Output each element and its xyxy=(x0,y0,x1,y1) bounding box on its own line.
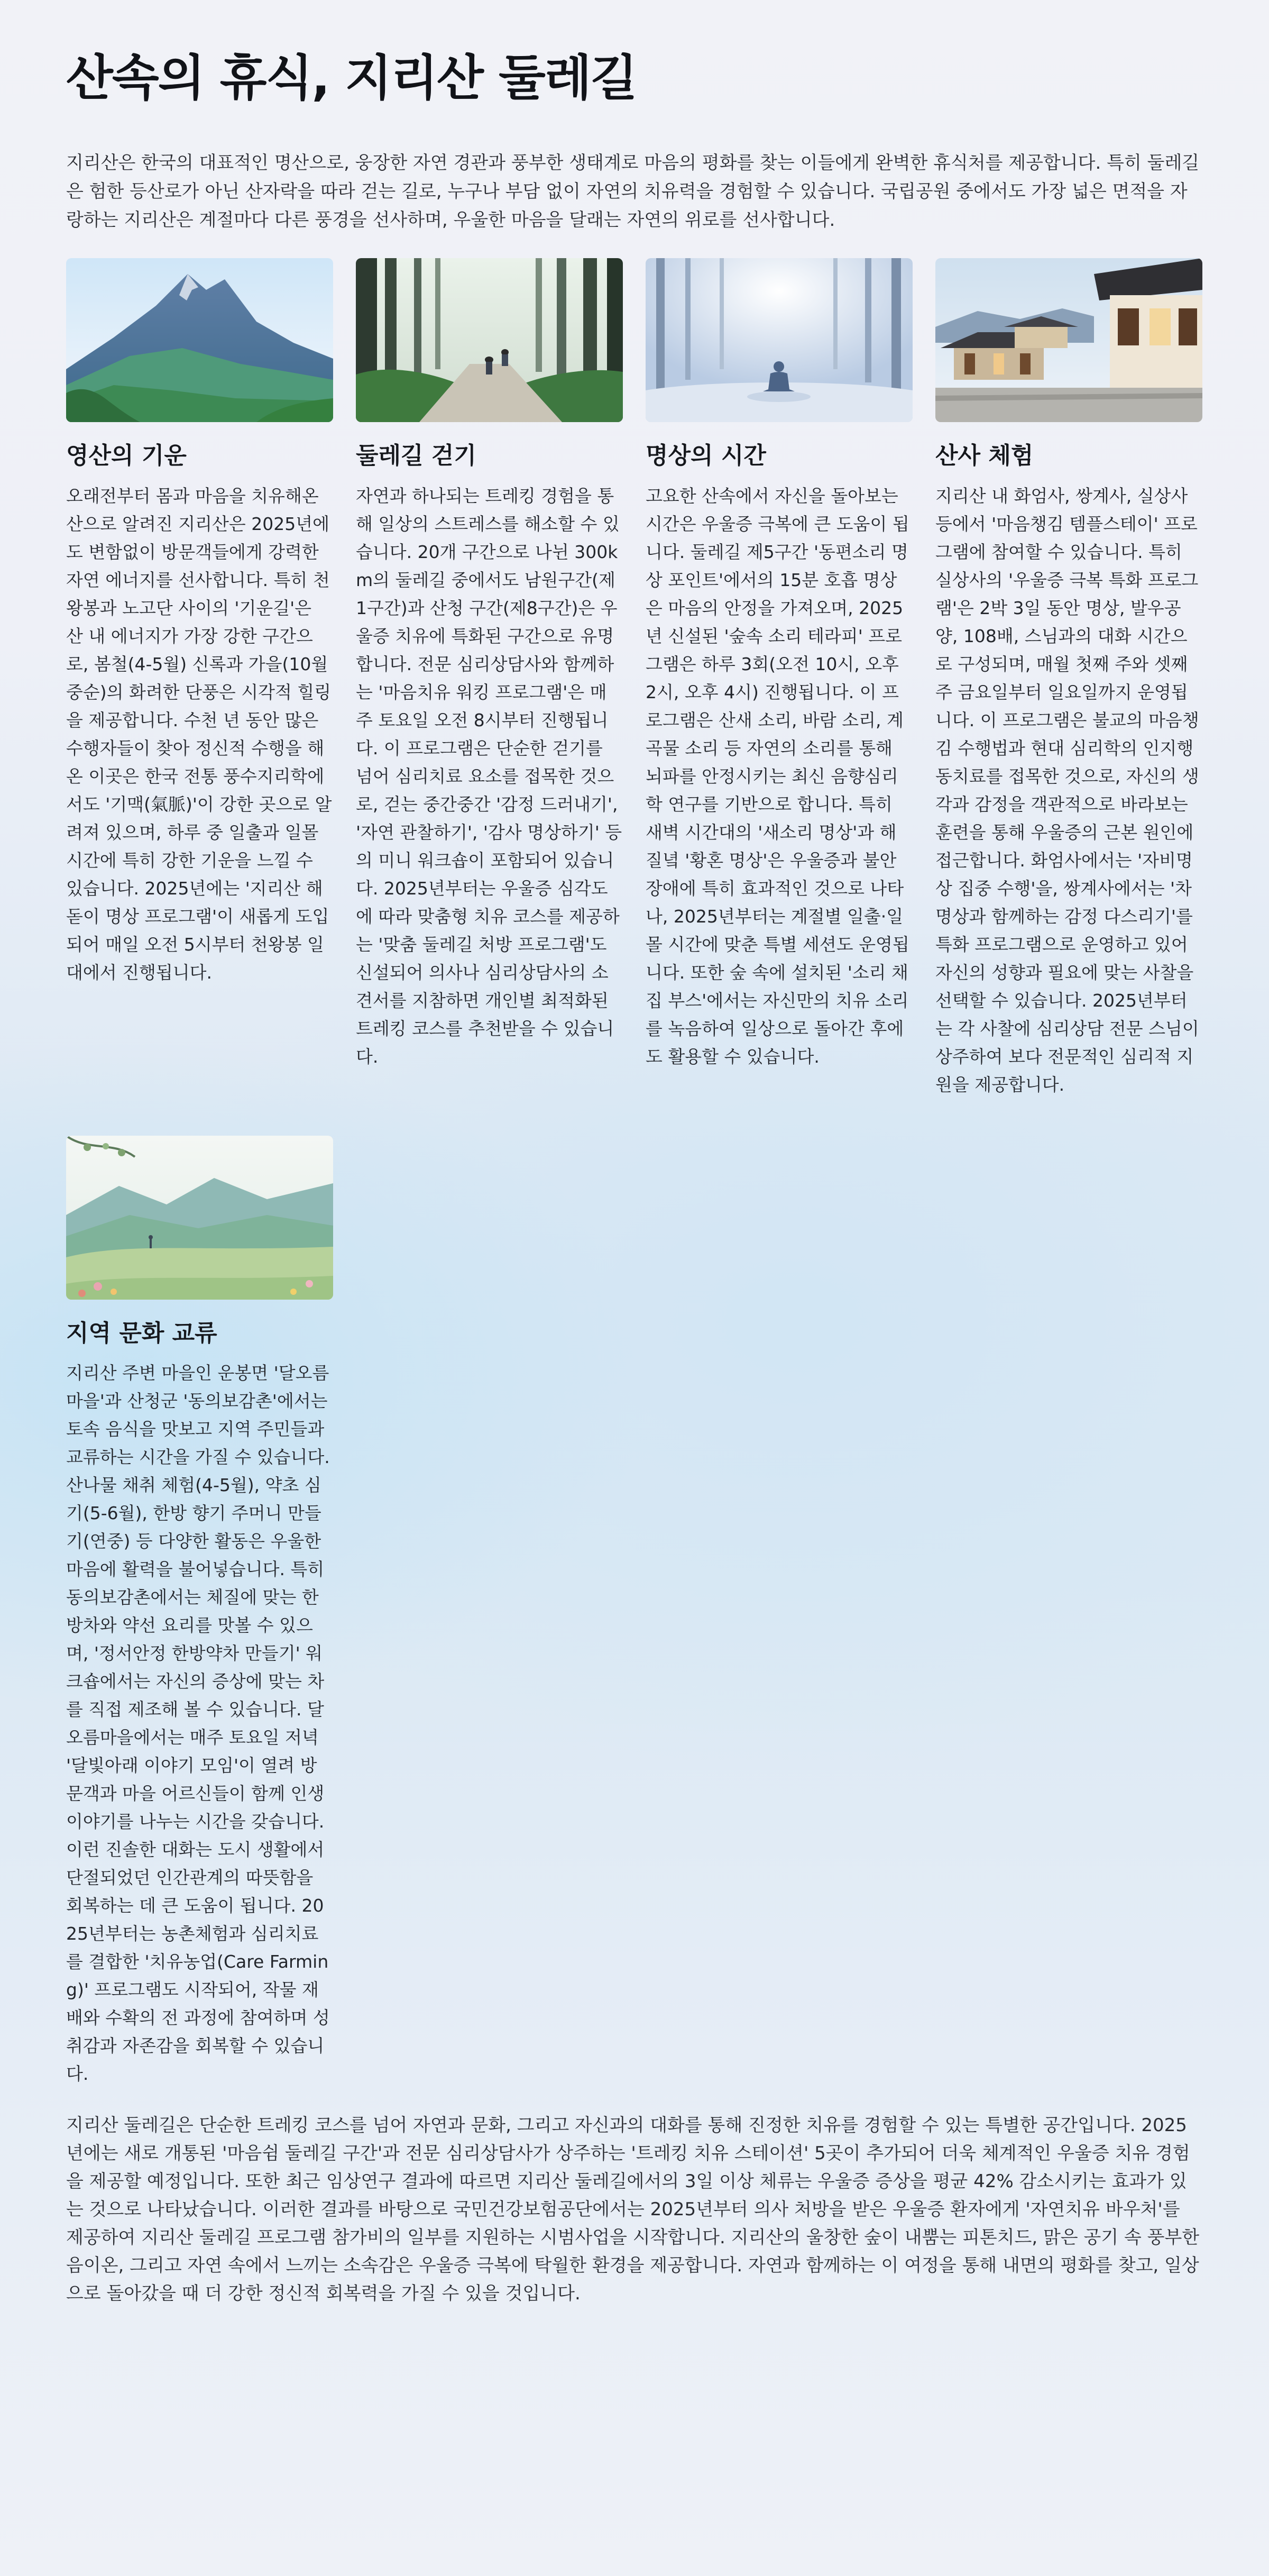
village-meadow-image xyxy=(66,1136,333,1300)
card-body: 오래전부터 몸과 마음을 치유해온 산으로 알려진 지리산은 2025년에도 변함없이 방문객들에게 강력한 자연 에너지를 선사합니다. 특히 천왕봉과 노고단 사이의 '기운길'은 산 내 에너지가 가장 강한 구간으로, 봄철(4-5월) 신록과 가을(10월 중순)의 화려한 단풍은 시각적 힐링을 제공합니다. 수천 년 동안 많은 수행자들이 찾아 정신적 수행을 해온 이곳은 한국 전통 풍수지리학에서도 '기맥(氣脈)'이 강한 곳으로 알려져 있으며, 하루 중 일출과 일몰 시간에 특히 강한 기운을 느낄 수 있습니다. 2025년에는 '지리산 해돋이 명상 프로그램'이 새롭게 도입되어 매일 오전 5시부터 천왕봉 일대에서 진행됩니다. xyxy=(66,485,332,983)
card-title: 지역 문화 교류 xyxy=(66,1319,217,1347)
card-trail-walking xyxy=(356,258,623,1099)
card-title: 명상의 시간 xyxy=(646,442,766,469)
feature-grid xyxy=(66,258,1203,2088)
mountain-peak-image xyxy=(66,258,333,422)
card-body: 지리산 내 화엄사, 쌍계사, 실상사 등에서 '마음챙김 템플스테이' 프로그램에 참여할 수 있습니다. 특히 실상사의 '우울증 극복 특화 프로그램'은 2박 3일 동안 명상, 발우공양, 108배, 스님과의 대화 시간으로 구성되며, 매월 첫째 주와 셋째 주 금요일부터 일요일까지 운영됩니다. 이 프로그램은 불교의 마음챙김 수행법과 현대 심리학의 인지행동치료를 접목한 것으로, 자신의 생각과 감정을 객관적으로 바라보는 훈련을 통해 우울증의 근본 원인에 접근합니다. 화엄사에서는 '자비명상 집중 수행'을, 쌍계사에서는 '차 명상과 함께하는 감정 다스리기'를 특화 프로그램으로 운영하고 있어 자신의 성향과 필요에 맞는 사찰을 선택할 수 있습니다. 2025년부터는 각 사찰에 심리상담 전문 스님이 상주하여 보다 전문적인 심리적 지원을 제공합니다. xyxy=(935,485,1199,1095)
meditation-forest-image xyxy=(646,258,913,422)
card-body: 지리산 주변 마을인 운봉면 '달오름마을'과 산청군 '동의보감촌'에서는 토속 음식을 맛보고 지역 주민들과 교류하는 시간을 가질 수 있습니다. 산나물 채취 체험(4-5월), 약초 심기(5-6월), 한방 향기 주머니 만들기(연중) 등 다양한 활동은 우울한 마음에 활력을 불어넣습니다. 특히 동의보감촌에서는 체질에 맞는 한방차와 약선 요리를 맛볼 수 있으며, '정서안정 한방약차 만들기' 워크숍에서는 자신의 증상에 맞는 차를 직접 제조해 볼 수 있습니다. 달오름마을에서는 매주 토요일 저녁 '달빛아래 이야기 모임'이 열려 방문객과 마을 어르신들이 함께 인생 이야기를 나누는 시간을 갖습니다. 이런 진솔한 대화는 도시 생활에서 단절되었던 인간관계의 따뜻함을 회복하는 데 큰 도움이 됩니다. 2025년부터는 농촌체험과 심리치료를 결합한 '치유농업(Care Farming)' 프로그램도 시작되어, 작물 재배와 수확의 전 과정에 참여하며 성취감과 자존감을 회복할 수 있습니다. xyxy=(66,1363,330,2085)
forest-trail-image xyxy=(356,258,623,422)
card-local-culture xyxy=(66,1136,333,2088)
card-meditation xyxy=(646,258,913,1099)
temple-image xyxy=(935,258,1202,422)
card-body: 자연과 하나되는 트레킹 경험을 통해 일상의 스트레스를 해소할 수 있습니다. 20개 구간으로 나뉜 300km의 둘레길 중에서도 남원구간(제1구간)과 산청 구간(제8구간)은 우울증 치유에 특화된 구간으로 유명합니다. 전문 심리상담사와 함께하는 '마음치유 워킹 프로그램'은 매주 토요일 오전 8시부터 진행됩니다. 이 프로그램은 단순한 걷기를 넘어 심리치료 요소를 접목한 것으로, 걷는 중간중간 '감정 드러내기', '자연 관찰하기', '감사 명상하기' 등의 미니 워크숍이 포함되어 있습니다. 2025년부터는 우울증 심각도에 따라 맞춤형 치유 코스를 제공하는 '맞춤 둘레길 처방 프로그램'도 신설되어 의사나 심리상담사의 소견서를 지참하면 개인별 최적화된 트레킹 코스를 추천받을 수 있습니다. xyxy=(356,485,622,1067)
card-title: 영산의 기운 xyxy=(66,442,187,469)
card-temple-stay xyxy=(935,258,1202,1099)
card-spiritual-energy xyxy=(66,258,333,1099)
card-body: 고요한 산속에서 자신을 돌아보는 시간은 우울증 극복에 큰 도움이 됩니다. 둘레길 제5구간 '동편소리 명상 포인트'에서의 15분 호흡 명상은 마음의 안정을 가져오며, 2025년 신설된 '숲속 소리 테라피' 프로그램은 하루 3회(오전 10시, 오후 2시, 오후 4시) 진행됩니다. 이 프로그램은 산새 소리, 바람 소리, 계곡물 소리 등 자연의 소리를 통해 뇌파를 안정시키는 최신 음향심리학 연구를 기반으로 합니다. 특히 새벽 시간대의 '새소리 명상'과 해질녘 '황혼 명상'은 우울증과 불안장애에 특히 효과적인 것으로 나타나, 2025년부터는 계절별 일출·일몰 시간에 맞춘 특별 세션도 운영됩니다. 또한 숲 속에 설치된 '소리 채집 부스'에서는 자신만의 치유 소리를 녹음하여 일상으로 돌아간 후에도 활용할 수 있습니다. xyxy=(646,485,909,1067)
closing-paragraph: 지리산 둘레길은 단순한 트레킹 코스를 넘어 자연과 문화, 그리고 자신과의 대화를 통해 진정한 치유를 경험할 수 있는 특별한 공간입니다. 2025년에는 새로 개통된 '마음쉼 둘레길 구간'과 전문 심리상담사가 상주하는 '트레킹 치유 스테이션' 5곳이 추가되어 더욱 체계적인 우울증 치유 경험을 제공할 예정입니다. 또한 최근 임상연구 결과에 따르면 지리산 둘레길에서의 3일 이상 체류는 우울증 증상을 평균 42% 감소시키는 효과가 있는 것으로 나타났습니다. 이러한 결과를 바탕으로 국민건강보험공단에서는 2025년부터 의사 처방을 받은 우울증 환자에게 '자연치유 바우처'를 제공하여 지리산 둘레길 프로그램 참가비의 일부를 지원하는 시범사업을 시작합니다. 지리산의 울창한 숲이 내뿜는 피톤치드, 맑은 공기 속 풍부한 음이온, 그리고 자연 속에서 느끼는 소속감은 우울증 극복에 탁월한 환경을 제공합니다. 자연과 함께하는 이 여정을 통해 내면의 평화를 찾고, 일상으로 돌아갔을 때 더 강한 정신적 회복력을 가질 수 있을 것입니다. xyxy=(66,2115,1200,2305)
intro-paragraph: 지리산은 한국의 대표적인 명산으로, 웅장한 자연 경관과 풍부한 생태계로 마음의 평화를 찾는 이들에게 완벽한 휴식처를 제공합니다. 특히 둘레길은 험한 등산로가 아닌 산자락을 따라 걷는 길로, 누구나 부담 없이 자연의 치유력을 경험할 수 있습니다. 국립공원 중에서도 가장 넓은 면적을 자랑하는 지리산은 계절마다 다른 풍경을 선사하며, 우울한 마음을 달래는 자연의 위로를 선사합니다. xyxy=(66,152,1200,231)
page-title: 산속의 휴식, 지리산 둘레길 xyxy=(66,50,637,106)
card-title: 둘레길 걷기 xyxy=(356,442,476,469)
card-title: 산사 체험 xyxy=(935,442,1034,469)
